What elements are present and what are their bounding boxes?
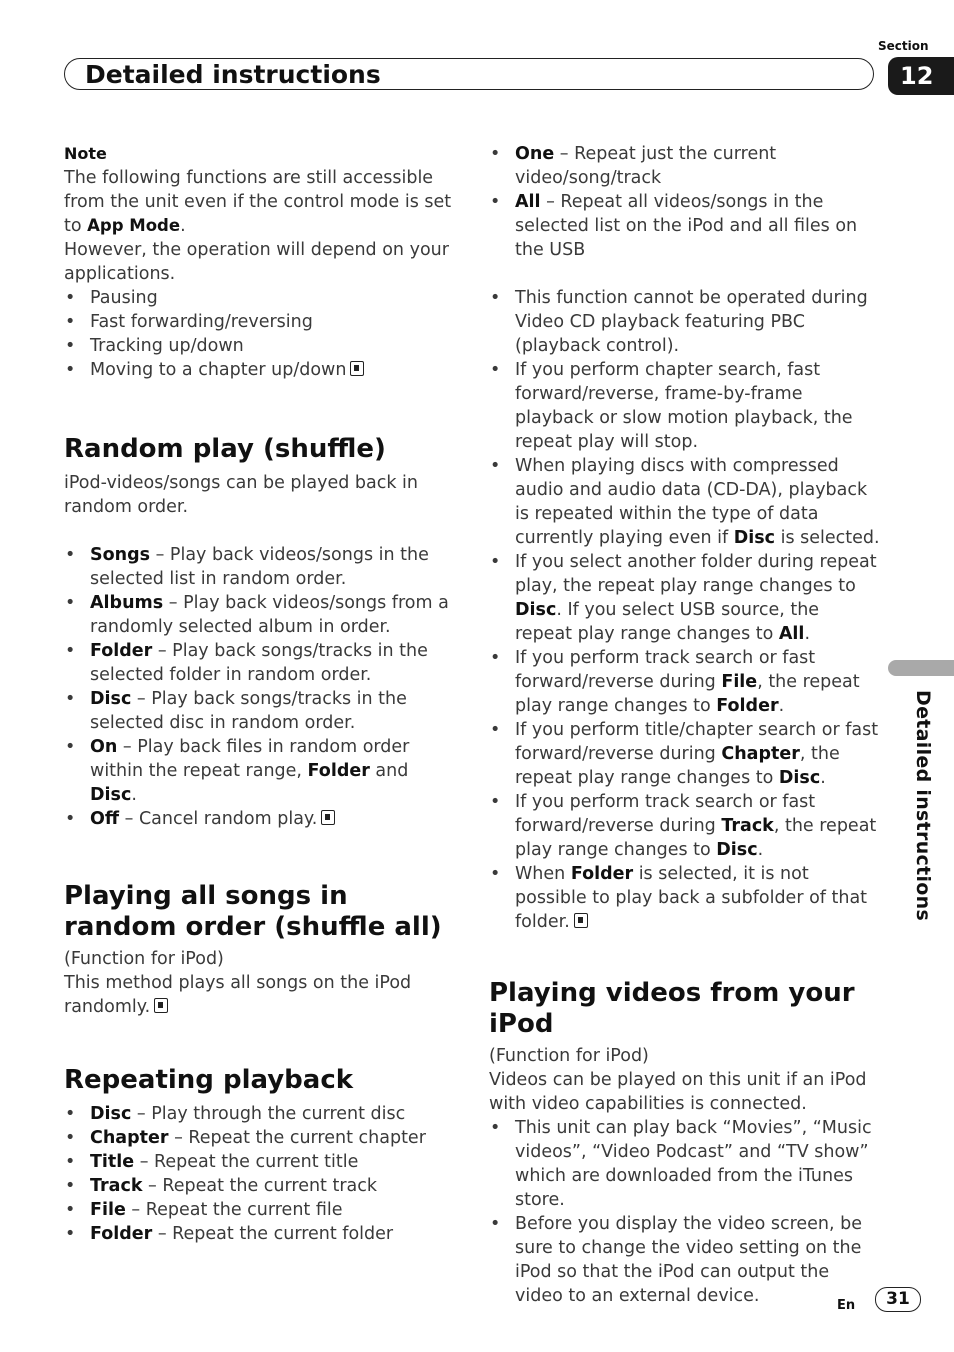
note-text-2: However, the operation will depend on your applications. (64, 240, 449, 284)
random-list (64, 543, 454, 831)
list-item: • Before you display the video screen, be sure to change the video setting on the iPod so that the iPod can output the video to an external device. (489, 1212, 881, 1308)
list-item: • If you perform track search or fast forward/reverse during Track, the repeat play range changes to Disc. (489, 790, 881, 862)
list-item: • Off – Cancel random play. (64, 807, 454, 831)
videos-function: (Function for iPod) (489, 1046, 649, 1066)
list-item: • Title – Repeat the current title (64, 1150, 454, 1174)
list-item: • This function cannot be operated during Video CD playback featuring PBC (playback control). (489, 286, 881, 358)
list-item: • All – Repeat all videos/songs in the selected list on the iPod and all files on the USB (489, 190, 881, 262)
list-item: • When Folder is selected, it is not possible to play back a subfolder of that folder. (489, 862, 881, 934)
list-item: • Fast forwarding/reversing (64, 310, 454, 334)
header-title: Detailed instructions (85, 60, 381, 89)
end-mark-icon (154, 998, 168, 1013)
list-item: • Disc – Play through the current disc (64, 1102, 454, 1126)
repeat-list-continued (489, 142, 881, 262)
list-item: • If you perform title/chapter search or fast forward/reverse during Chapter, the repeat play range changes to Disc. (489, 718, 881, 790)
list-item: • Disc – Play back songs/tracks in the selected disc in random order. (64, 687, 454, 735)
note-title: Note (64, 144, 107, 163)
section-number: 12 (888, 57, 954, 95)
list-item: • Chapter – Repeat the current chapter (64, 1126, 454, 1150)
footer-language: En (837, 1298, 856, 1313)
list-item: • This unit can play back “Movies”, “Music videos”, “Video Podcast” and “TV show” which are downloaded from the iTunes store. (489, 1116, 881, 1212)
end-mark-icon (574, 913, 588, 928)
list-item: • Folder – Play back songs/tracks in the selected folder in random order. (64, 639, 454, 687)
repeat-notes (489, 286, 881, 934)
list-item: • Folder – Repeat the current folder (64, 1222, 454, 1246)
list-item: • On – Play back files in random order within the repeat range, Folder and Disc. (64, 735, 454, 807)
list-item: • If you select another folder during repeat play, the repeat play range changes to Disc. If you select USB source, the repeat play range changes to All. (489, 550, 881, 646)
right-column (489, 142, 881, 1308)
note-text: The following functions are still accessible from the unit even if the control mode is set to App Mode. (64, 168, 452, 236)
shuffle-all-heading: Playing all songs in random order (shuffle all) (64, 881, 442, 942)
left-column (64, 142, 454, 1246)
end-mark-icon (350, 361, 364, 376)
list-item: • Albums – Play back videos/songs from a randomly selected album in order. (64, 591, 454, 639)
shuffle-all-text: This method plays all songs on the iPod randomly. (64, 973, 412, 1017)
list-item: • File – Repeat the current file (64, 1198, 454, 1222)
repeat-heading: Repeating playback (64, 1065, 354, 1095)
list-item: • When playing discs with compressed audio and audio data (CD-DA), playback is repeated within the type of data currently playing even if Disc is selected. (489, 454, 881, 550)
list-item: • One – Repeat just the current video/song/track (489, 142, 881, 190)
side-tab-label: Detailed instructions (912, 690, 934, 922)
repeat-list (64, 1102, 454, 1246)
videos-heading: Playing videos from your iPod (489, 978, 855, 1039)
random-heading: Random play (shuffle) (64, 434, 386, 464)
shuffle-all-function: (Function for iPod) (64, 949, 224, 969)
list-item: • Songs – Play back videos/songs in the selected list in random order. (64, 543, 454, 591)
end-mark-icon (321, 810, 335, 825)
list-item: • Pausing (64, 286, 454, 310)
note-list (64, 286, 454, 382)
videos-text: Videos can be played on this unit if an iPod with video capabilities is connected. (489, 1070, 867, 1114)
list-item: • Track – Repeat the current track (64, 1174, 454, 1198)
random-intro: iPod-videos/songs can be played back in random order. (64, 473, 418, 517)
side-tab-marker (888, 660, 954, 676)
videos-list (489, 1116, 881, 1308)
list-item: • Moving to a chapter up/down (64, 358, 454, 382)
list-item: • If you perform chapter search, fast forward/reverse, frame-by-frame playback or slow motion playback, the repeat play will stop. (489, 358, 881, 454)
list-item: • If you perform track search or fast forward/reverse during File, the repeat play range changes to Folder. (489, 646, 881, 718)
list-item: • Tracking up/down (64, 334, 454, 358)
page-number: 31 (875, 1287, 921, 1312)
section-header (64, 58, 874, 90)
section-label: Section (878, 39, 929, 53)
